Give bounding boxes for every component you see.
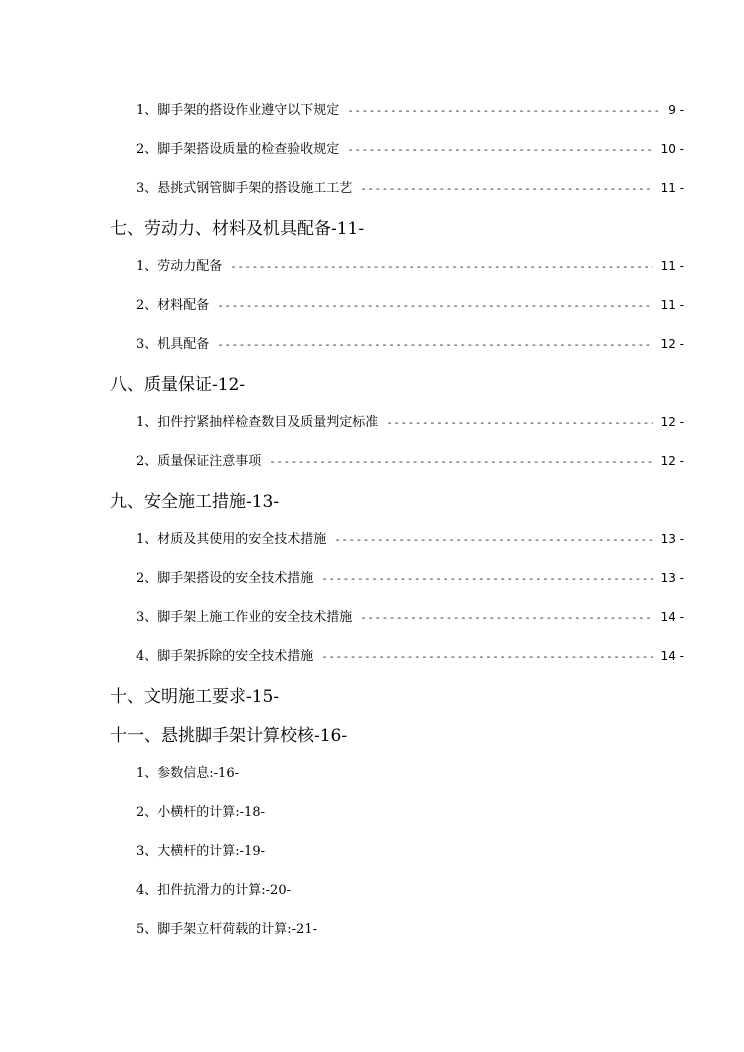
toc-heading-label: 十、文明施工要求-15- — [110, 687, 280, 707]
toc-heading-label: 七、劳动力、材料及机具配备-11- — [110, 219, 365, 239]
dot-leader — [386, 416, 652, 429]
toc-page-number: 11 - — [660, 181, 684, 195]
toc-entry[interactable] — [136, 99, 684, 118]
toc-entry-label: 3、大横杆的计算:-19- — [136, 844, 265, 859]
toc-page-number: 11 - — [660, 259, 684, 273]
toc-page-number: 10 - — [660, 142, 684, 156]
toc-entry-label: 1、材质及其使用的安全技术措施 — [136, 532, 327, 547]
toc-entry-label: 1、扣件拧紧抽样检查数目及质量判定标准 — [136, 415, 379, 430]
toc-entry[interactable] — [136, 606, 684, 625]
toc-entry[interactable] — [136, 918, 696, 937]
toc-heading[interactable] — [110, 682, 710, 707]
toc-entry[interactable] — [136, 294, 684, 313]
dot-leader — [230, 260, 652, 273]
toc-entry-label: 2、小横杆的计算:-18- — [136, 805, 265, 820]
dot-leader — [360, 182, 652, 195]
toc-entry-label: 3、机具配备 — [136, 337, 210, 352]
toc-entry-label: 1、劳动力配备 — [136, 259, 223, 274]
toc-page-number: 13 - — [660, 532, 684, 546]
dot-leader — [347, 143, 652, 156]
toc-heading-label: 八、质量保证-12- — [110, 375, 246, 395]
toc-page-number: 14 - — [660, 649, 684, 663]
toc-entry-label: 2、脚手架搭设的安全技术措施 — [136, 571, 314, 586]
toc-entry[interactable] — [136, 255, 684, 274]
dot-leader — [321, 650, 652, 663]
toc-page-number: 9 - — [668, 103, 684, 117]
dot-leader — [360, 611, 652, 624]
toc-page-number: 12 - — [660, 337, 684, 351]
dot-leader — [347, 104, 660, 117]
toc-page-number: 13 - — [660, 571, 684, 585]
toc-entry-label: 2、质量保证注意事项 — [136, 454, 262, 469]
toc-entry[interactable] — [136, 333, 684, 352]
toc-entry-label: 5、脚手架立杆荷载的计算:-21- — [136, 922, 317, 937]
toc-entry-label: 3、脚手架上施工作业的安全技术措施 — [136, 610, 353, 625]
toc-entry-label: 4、扣件抗滑力的计算:-20- — [136, 883, 291, 898]
toc-entry[interactable] — [136, 177, 684, 196]
toc-entry-label: 4、脚手架拆除的安全技术措施 — [136, 649, 314, 664]
toc-heading[interactable] — [110, 214, 710, 239]
toc-entry-label: 1、脚手架的搭设作业遵守以下规定 — [136, 103, 340, 118]
toc-page-number: 11 - — [660, 298, 684, 312]
toc-entry-label: 2、脚手架搭设质量的检查验收规定 — [136, 142, 340, 157]
dot-leader — [269, 455, 652, 468]
toc-entry[interactable] — [136, 138, 684, 157]
dot-leader — [334, 533, 652, 546]
toc-entry[interactable] — [136, 801, 696, 820]
toc-entry[interactable] — [136, 450, 684, 469]
dot-leader — [321, 572, 652, 585]
toc-entry[interactable] — [136, 645, 684, 664]
toc-entry[interactable] — [136, 762, 696, 781]
toc-entry-label: 2、材料配备 — [136, 298, 210, 313]
toc-entry[interactable] — [136, 411, 684, 430]
dot-leader — [217, 338, 652, 351]
toc-heading-label: 九、安全施工措施-13- — [110, 492, 280, 512]
toc-entry[interactable] — [136, 567, 684, 586]
toc-entry[interactable] — [136, 879, 696, 898]
dot-leader — [217, 299, 652, 312]
toc-heading[interactable] — [110, 487, 710, 512]
toc-entry[interactable] — [136, 528, 684, 547]
toc-page-number: 12 - — [660, 454, 684, 468]
toc-heading[interactable] — [110, 721, 710, 746]
toc-entry-label: 1、参数信息:-16- — [136, 766, 239, 781]
toc-page-number: 12 - — [660, 415, 684, 429]
toc-entry-label: 3、悬挑式钢管脚手架的搭设施工工艺 — [136, 181, 353, 196]
toc-heading[interactable] — [110, 370, 710, 395]
toc-heading-label: 十一、悬挑脚手架计算校核-16- — [110, 726, 348, 746]
toc-page-number: 14 - — [660, 610, 684, 624]
toc-entry[interactable] — [136, 840, 696, 859]
